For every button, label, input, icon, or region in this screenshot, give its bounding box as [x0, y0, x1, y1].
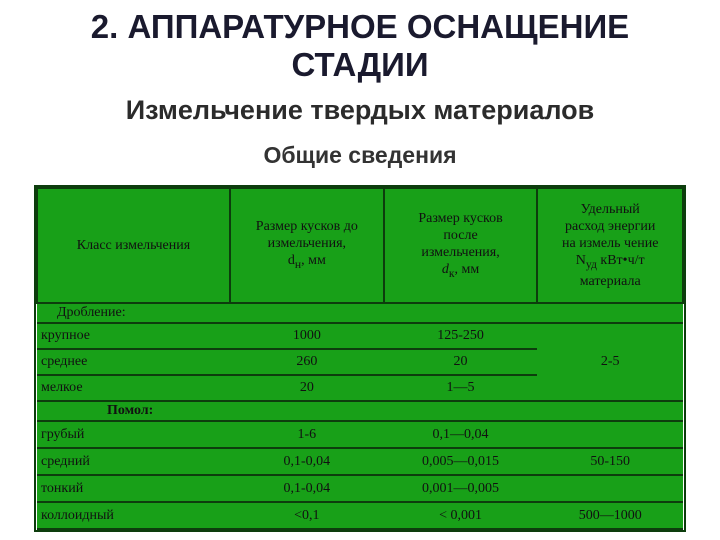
group-header-crushing	[37, 303, 683, 323]
energy-value	[537, 421, 683, 448]
header-size-before: Размер кусков до измельчения, $d_н$, мм	[230, 188, 384, 303]
class-name: мелкое	[37, 375, 230, 401]
group-label: Дробление:	[57, 305, 126, 320]
class-name: среднее	[37, 349, 230, 375]
table-row	[37, 448, 683, 475]
size-after: 0,001—0,005	[384, 475, 538, 502]
size-before: 0,1-0,04	[230, 448, 384, 475]
size-after: 20	[384, 349, 538, 375]
table-row	[37, 475, 683, 502]
title-line-2: СТАДИИ	[291, 46, 429, 83]
size-after: 1—5	[384, 375, 538, 401]
size-before: 0,1-0,04	[230, 475, 384, 502]
energy-value: 50-150	[537, 448, 683, 475]
size-before: 260	[230, 349, 384, 375]
subtitle: Измельчение твердых материалов	[125, 95, 595, 125]
section-heading: Общие сведения	[263, 142, 457, 168]
size-after: < 0,001	[384, 502, 538, 529]
size-before: 20	[230, 375, 384, 401]
table-row	[37, 502, 683, 529]
size-after: 125-250	[384, 323, 538, 349]
size-before: 1-6	[230, 421, 384, 448]
size-after: 0,005—0,015	[384, 448, 538, 475]
class-name: коллоидный	[37, 502, 230, 529]
table-row	[37, 323, 683, 349]
size-after: 0,1—0,04	[384, 421, 538, 448]
group-label: Помол:	[107, 403, 154, 418]
size-before: 1000	[230, 323, 384, 349]
group-header-milling	[37, 401, 683, 421]
size-before: <0,1	[230, 502, 384, 529]
table-row	[37, 421, 683, 448]
header-size-after: Размер кусков после измельчения, $d_к$, мм	[384, 188, 538, 303]
energy-value: 2-5	[537, 323, 683, 401]
class-name: крупное	[37, 323, 230, 349]
energy-value: 500—1000	[537, 502, 683, 529]
header-energy: Удельный расход энергии на измель чение $N_{уд}$ кВт•ч/т материала	[537, 188, 683, 303]
class-name: тонкий	[37, 475, 230, 502]
header-class: Класс измельчения	[37, 188, 230, 303]
energy-value	[537, 475, 683, 502]
class-name: грубый	[37, 421, 230, 448]
class-name: средний	[37, 448, 230, 475]
title-line-1: 2. АППАРАТУРНОЕ ОСНАЩЕНИЕ	[90, 8, 630, 45]
grinding-table	[34, 185, 686, 532]
